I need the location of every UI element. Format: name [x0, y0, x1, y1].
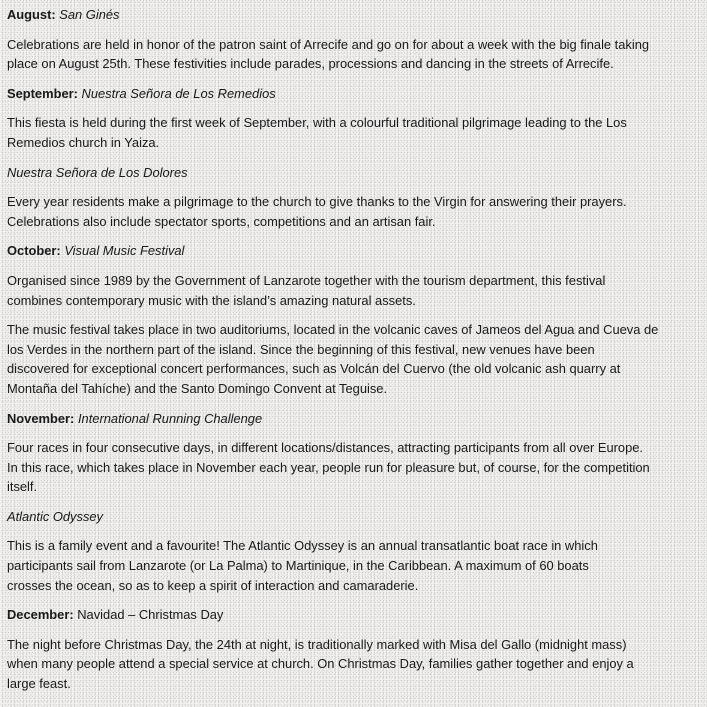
paragraph-line: Remedios church in Yaiza. — [7, 134, 160, 150]
paragraph-line: place on August 25th. These festivities include parades, processions and dancing in the streets of Arrecife. — [7, 56, 614, 72]
event-title: Nuestra Señora de Los Remedios — [81, 85, 276, 101]
section-heading — [7, 163, 701, 183]
paragraph-line: The night before Christmas Day, the 24th at night, is traditionally marked with Misa del Gallo (midnight mass) — [7, 636, 627, 652]
body-paragraph — [7, 320, 701, 398]
event-title: Nuestra Señora de Los Dolores — [7, 164, 188, 180]
paragraph-line: when many people attend a special service at church. On Christmas Day, families gather together and enjoy a — [7, 656, 634, 672]
event-title: Atlantic Odyssey — [7, 508, 103, 524]
paragraph-line: Organised since 1989 by the Government of Lanzarote together with the tourism department, this festival — [7, 272, 606, 288]
paragraph-line: combines contemporary music with the island’s amazing natural assets. — [7, 292, 416, 308]
paragraph-line: Celebrations also include spectator sports, competitions and an artisan fair. — [7, 213, 436, 229]
body-paragraph — [7, 438, 701, 497]
paragraph-line: Every year residents make a pilgrimage to the church to give thanks to the Virgin for answering their prayers. — [7, 194, 627, 210]
body-paragraph — [7, 635, 701, 694]
event-title: Navidad – Christmas Day — [77, 607, 224, 623]
section-heading — [7, 507, 701, 527]
paragraph-line: itself. — [7, 479, 38, 495]
event-title: Visual Music Festival — [64, 243, 185, 259]
paragraph-line: los Verdes in the northern part of the island. Since the beginning of this festival, new venues have been — [7, 341, 595, 357]
paragraph-line: Four races in four consecutive days, in different locations/distances, attracting participants from all over Europe. — [7, 440, 644, 456]
paragraph-line: This is a family event and a favourite! The Atlantic Odyssey is an annual transatlantic boat race in which — [7, 538, 598, 554]
month-label: October: — [7, 243, 61, 259]
section-heading — [7, 5, 701, 25]
section-heading — [7, 409, 701, 429]
paragraph-line: In this race, which takes place in November each year, people run for pleasure but, of course, for the competition — [7, 459, 650, 475]
paragraph-line: Montaña del Tahíche) and the Santo Domingo Convent at Teguise. — [7, 380, 388, 396]
body-paragraph — [7, 271, 701, 310]
section-heading — [7, 605, 701, 625]
month-label: August: — [7, 7, 56, 22]
paragraph-line: crosses the ocean, so as to keep a spirit of interaction and camaraderie. — [7, 577, 419, 593]
body-paragraph — [7, 113, 701, 152]
month-label: December: — [7, 607, 74, 623]
paragraph-line: This fiesta is held during the first week of September, with a colourful traditional pilgrimage leading to the Los — [7, 115, 627, 131]
paragraph-line: Celebrations are held in honor of the patron saint of Arrecife and go on for about a week with the big finale taking — [7, 36, 650, 52]
paragraph-line: The music festival takes place in two auditoriums, located in the volcanic caves of Jameos del Agua and Cueva de — [7, 322, 659, 338]
body-paragraph — [7, 192, 701, 231]
document-body — [7, 5, 701, 704]
event-title: San Ginés — [59, 7, 120, 22]
month-label: September: — [7, 85, 78, 101]
event-title: International Running Challenge — [77, 410, 263, 426]
paragraph-line: discovered for exceptional concert performances, such as Volcán del Cuervo (the old volcanic ash quarry at — [7, 361, 621, 377]
paragraph-line: large feast. — [7, 676, 71, 692]
body-paragraph — [7, 536, 701, 595]
month-label: November: — [7, 410, 75, 426]
body-paragraph — [7, 35, 701, 74]
section-heading — [7, 241, 701, 261]
section-heading — [7, 84, 701, 104]
paragraph-line: participants sail from Lanzarote (or La Palma) to Martinique, in the Caribbean. A maximum of 60 boats — [7, 558, 589, 574]
